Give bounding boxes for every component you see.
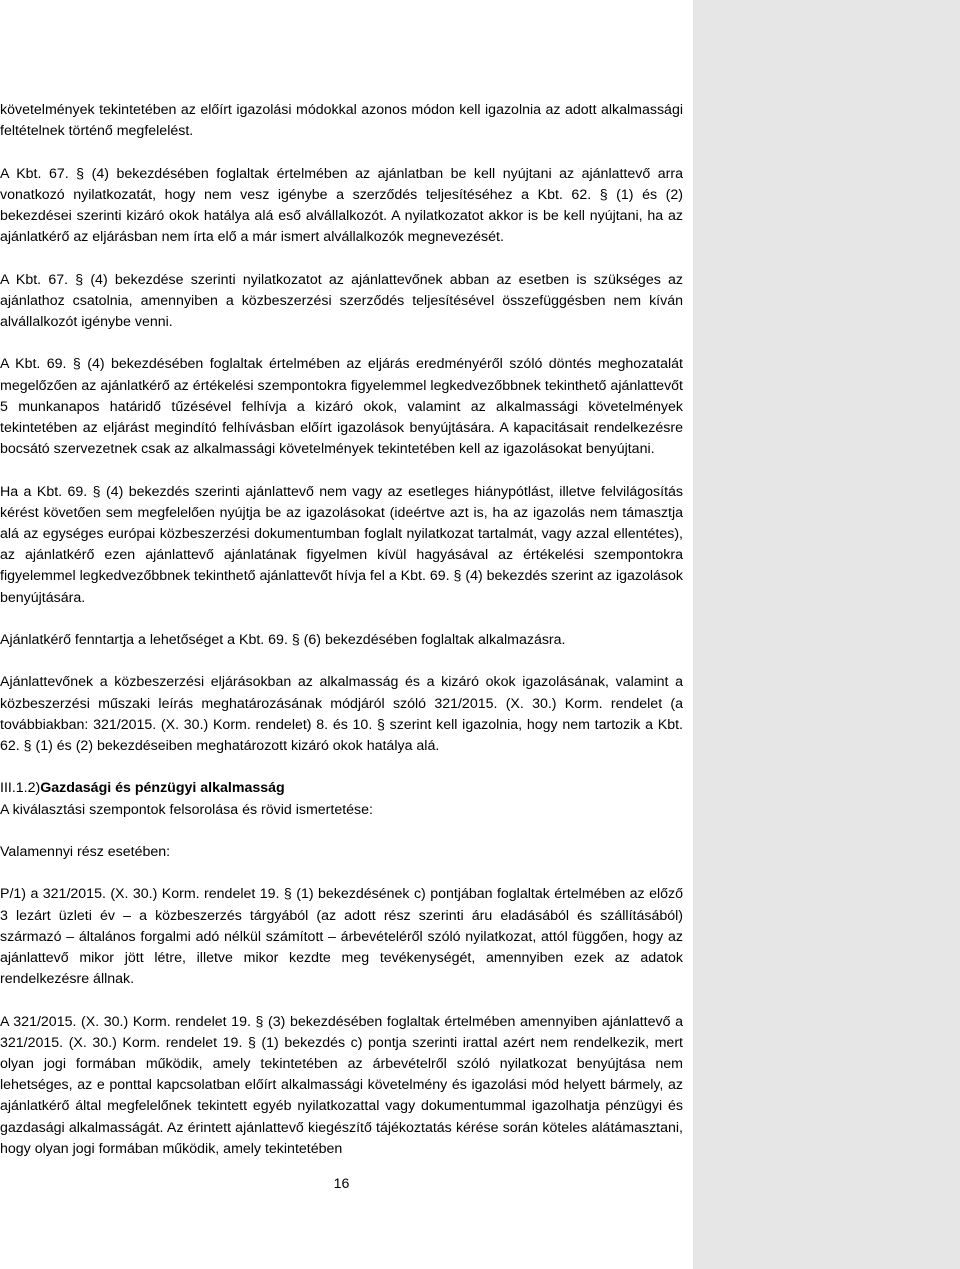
paragraph-kbt-69-6: Ajánlatkérő fenntartja a lehetőséget a Kbt. 69. § (6) bekezdésében foglaltak alkalmazásra. (0, 632, 566, 648)
paragraph-alternative-proof: A 321/2015. (X. 30.) Korm. rendelet 19. § (3) bekezdésében foglaltak értelmében amennyiben ajánlattevő a 321/2015. (X. 30.) Korm. rendelet 19. § (1) bekezdés c) pontja szerinti irattal azért nem rendelkezik, mert olyan jogi formában működik, amely tekintetében az árbevételről szóló nyilatkozat benyújtása nem lehetséges, az e ponttal kapcsolatban előírt alkalmassági követelmény és igazolási mód helyett bármely, az ajánlatkérő által megfelelőnek tekintett egyéb nyilatkozattal vagy dokumentummal igazolhatja pénzügyi és gazdasági alkalmasságát. Az érintett ajánlattevő kiegészítő tájékoztatás kérése során köteles alátámasztani, hogy olyan jogi formában működik, amely tekintetében (0, 1013, 683, 1157)
paragraph-requirements-continued: követelmények tekintetében az előírt igazolási módokkal azonos módon kell igazolnia az adott alkalmassági feltételnek történő megfelelést. (0, 102, 683, 140)
document-page-body (0, 100, 683, 1160)
section-title: Gazdasági és pénzügyi alkalmasság (40, 780, 285, 797)
paragraph-exclusion-proof: Ajánlattevőnek a közbeszerzési eljárásokban az alkalmasság és a kizáró okok igazolásának, valamint a közbeszerzési műszaki leírás meghatározásának módjáról szóló 321/2015. (X. 30.) Korm. rendelet (a továbbiakban: 321/2015. (X. 30.) Korm. rendelet) 8. és 10. § szerint kell igazolnia, hogy nem tartozik a Kbt. 62. § (1) és (2) bekezdéseiben meghatározott kizáró okok hatálya alá. (0, 674, 683, 754)
paragraph-kbt-67-4: A Kbt. 67. § (4) bekezdésében foglaltak értelmében az ajánlatban be kell nyújtani az ajánlattevő arra vonatkozó nyilatkozatát, hogy nem vesz igénybe a szerződés teljesítéséhez a Kbt. 62. § (1) és (2) bekezdései szerinti kizáró okok hatálya alá eső alvállalkozót. A nyilatkozatot akkor is be kell nyújtani, ha az ajánlatkérő az eljárásban nem írta elő a már ismert alvállalkozók megnevezését. (0, 165, 683, 246)
section-heading (0, 778, 683, 799)
paragraph-kbt-69-4: A Kbt. 69. § (4) bekezdésében foglaltak értelmében az eljárás eredményéről szóló döntés meghozatalát megelőzően az ajánlatkérő az értékelési szempontokra figyelemmel legkedvezőbbnek tekinthető ajánlattevőt 5 munkanapos határidő tűzésével felhívja a kizáró okok, valamint az alkalmassági követelmények tekintetében az eljárást megindító felhívásban előírt igazolások benyújtására. A kapacitásait rendelkezésre bocsátó szervezetnek csak az alkalmassági követelmények tekintetében kell az igazolásokat benyújtani. (0, 356, 683, 458)
section-subtitle: A kiválasztási szempontok felsorolása és rövid ismertetése: (0, 801, 373, 818)
paragraph-kbt-69-4-failure: Ha a Kbt. 69. § (4) bekezdés szerinti ajánlattevő nem vagy az esetleges hiánypótlást, illetve felvilágosítás kérést követően sem megfelelően nyújtja be az igazolásokat (ideértve azt is, ha az igazolás nem támasztja alá az egységes európai közbeszerzési dokumentumban foglalt nyilatkozat tartalmát, vagy azzal ellentétes), az ajánlatkérő ezen ajánlattevő ajánlatának figyelmen kívül hagyásával az értékelési szempontokra figyelemmel legkedvezőbbnek tekinthető ajánlattevőt hívja fel a Kbt. 69. § (4) bekezdés szerint az igazolások benyújtására. (0, 483, 683, 606)
page-number: 16 (333, 1176, 350, 1192)
paragraph-all-parts: Valamennyi rész esetében: (0, 843, 171, 860)
comment-margin-panel (693, 0, 960, 1269)
paragraph-p1-requirement: P/1) a 321/2015. (X. 30.) Korm. rendelet 19. § (1) bekezdésének c) pontjában foglaltak értelmében az előző 3 lezárt üzleti év – a közbeszerzés tárgyából (az adott rész szerinti áru eladásából és szállításából) származó – általános forgalmi adó nélkül számított – árbevételéről szóló nyilatkozat, attól függően, hogy az ajánlattevő mikor jött létre, illetve mikor kezdte meg tevékenységét, amennyiben ezek az adatok rendelkezésre állnak. (0, 886, 683, 988)
section-number: III.1.2) (0, 780, 41, 797)
paragraph-kbt-67-4-subcontractor: A Kbt. 67. § (4) bekezdése szerinti nyilatkozatot az ajánlattevőnek abban az esetben is szükséges az ajánlathoz csatolnia, amennyiben a közbeszerzési szerződés teljesítésével összefüggésben nem kíván alvállalkozót igénybe venni. (0, 271, 683, 330)
